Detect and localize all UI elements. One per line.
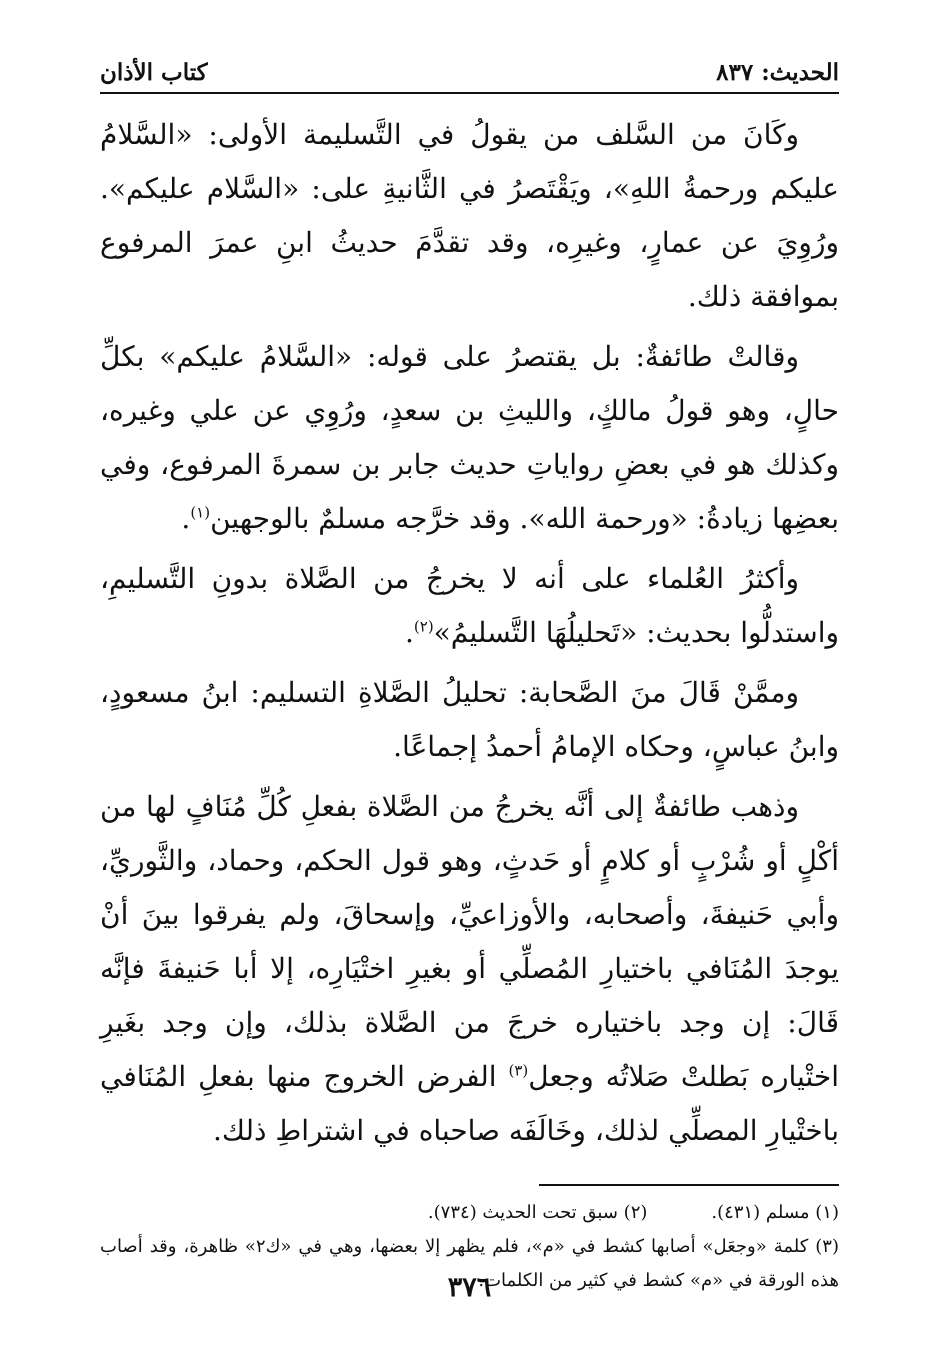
sentence-end: . xyxy=(181,502,191,535)
paragraph-text: وكَانَ من السَّلف من يقولُ في التَّسليمة الأولى: «السَّلامُ عليكم ورحمةُ اللهِ»، ويَقْتَصرُ في الثَّانيةِ على: «السَّلام عليكم». ورُوِيَ عن عمارٍ، وغيرِه، وقد تقدَّمَ حديثُ ابنِ عمرَ المرفوع بموافقة ذلك. xyxy=(100,118,839,313)
running-header xyxy=(100,52,839,94)
hadith-number-label: الحديث: ٨٣٧ xyxy=(716,59,839,86)
footnote-divider xyxy=(539,1184,839,1186)
page-number: ٣٧٦ xyxy=(447,1272,492,1303)
footnote-ref-3: (٣) xyxy=(508,1061,529,1080)
paragraph-text: وأكثرُ العُلماء على أنه لا يخرجُ من الصَّلاة بدونِ التَّسليمِ، واستدلُّوا بحديث: «تَحليلُهَا التَّسليمُ» xyxy=(100,562,839,649)
paragraph xyxy=(100,666,839,774)
footnote-ref-1: (١) xyxy=(190,503,211,522)
sentence-end: . xyxy=(404,616,414,649)
paragraph xyxy=(100,780,839,1158)
paragraph xyxy=(100,552,839,660)
main-text xyxy=(100,108,839,1158)
paragraph-text: وممَّنْ قَالَ منَ الصَّحابة: تحليلُ الصَّلاةِ التسليم: ابنُ مسعودٍ، وابنُ عباسٍ، وحكاه الإمامُ أحمدُ إجماعًا. xyxy=(100,676,839,763)
footnote-ref-2: (٢) xyxy=(413,617,434,636)
paragraph-text-continued: الفرض الخروج منها بفعلِ المُنَافي باختْيارِ المصلِّي لذلك، وخَالَفَه صاحباه في اشتراطِ ذلك. xyxy=(100,1060,839,1147)
paragraph xyxy=(100,330,839,546)
footnote-3: (٣) كلمة «وجعَل» أصابها كشط في «م»، فلم يظهر إلا بعضها، وهي في «ك٢» ظاهرة، وقد أصاب هذه الورقة في «م» كشط في كثير من الكلمات. xyxy=(100,1236,839,1291)
book-title: كتاب الأذان xyxy=(100,59,208,86)
footnote-row xyxy=(100,1196,839,1230)
paragraph-text: وقالتْ طائفةٌ: بل يقتصرُ على قوله: «السَّلامُ عليكم» بكلِّ حالٍ، وهو قولُ مالكٍ، والليثِ بن سعدٍ، ورُوِي عن علي وغيره، وكذلك هو في بعضِ رواياتِ حديث جابر بن سمرةَ المرفوع، وفي بعضِها زيادةُ: «ورحمة الله». وقد خرَّجه مسلمٌ بالوجهين xyxy=(100,340,839,535)
paragraph xyxy=(100,108,839,324)
paragraph-text: وذهب طائفةٌ إلى أنَّه يخرجُ من الصَّلاة بفعلِ كُلِّ مُنَافٍ لها من أكْلٍ أو شُرْبٍ أو كلامٍ أو حَدثٍ، وهو قول الحكم، وحماد، والثَّوريِّ، وأبي حَنيفةَ، وأصحابه، والأوزاعيِّ، وإسحاقَ، ولم يفرقوا بينَ أنْ يوجدَ المُنَافي باختيارِ المُصلِّي أو بغيرِ اختْيَارِه، إلا أبا حَنيفةَ فإنَّه قَالَ: إن وجد باختياره خرجَ من الصَّلاة بذلك، وإن وجد بغَيرِ اختْياره بَطلتْ صَلاتُه وجعل xyxy=(100,790,840,1093)
footnote-2: (٢) سبق تحت الحديث (٧٣٤). xyxy=(427,1202,648,1223)
footnote-1: (١) مسلم (٤٣١). xyxy=(711,1202,839,1223)
